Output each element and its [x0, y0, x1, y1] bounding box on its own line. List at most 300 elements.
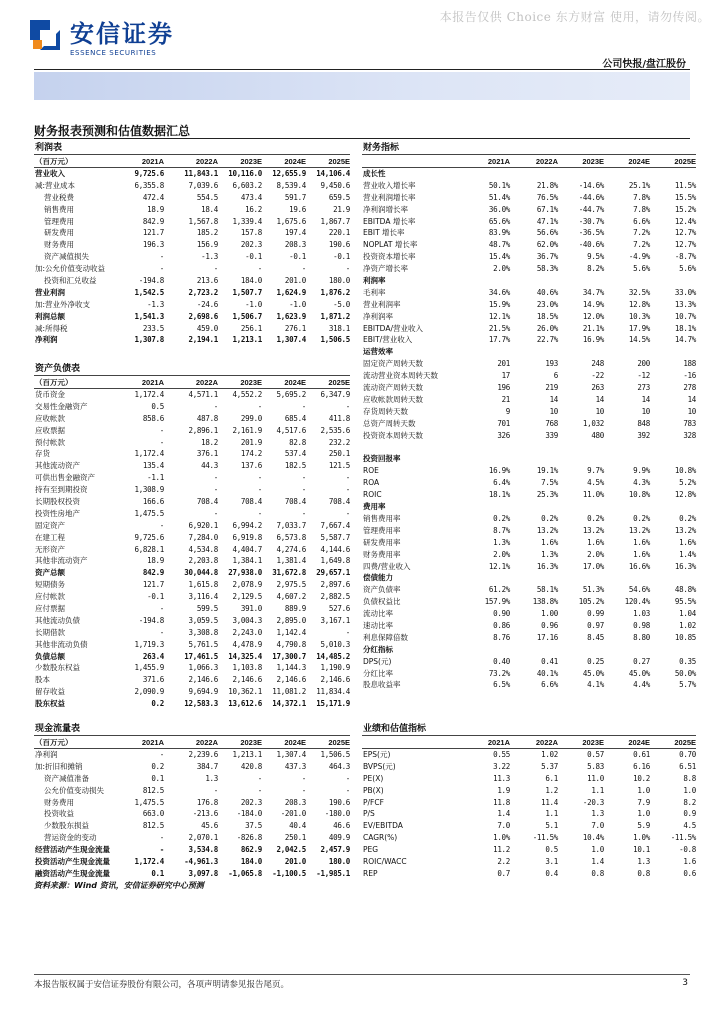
row-value: 9.7% [587, 466, 604, 476]
row-value: 12.7% [674, 240, 696, 250]
table-row [362, 561, 696, 573]
row-value: 7,284.0 [188, 532, 218, 542]
row-label: 利润总额 [35, 311, 65, 321]
row-value: 19.1% [536, 466, 558, 476]
row-value: 5,010.3 [320, 639, 350, 649]
row-label: 投资活动产生现金流量 [35, 857, 110, 867]
row-value: 76.5% [536, 192, 558, 202]
row-label: P/FCF [363, 797, 384, 807]
group-header [362, 501, 696, 513]
row-value: -0.8 [679, 845, 696, 855]
row-value: - [301, 401, 306, 411]
row-value: 184.0 [240, 857, 262, 867]
year-header: 2023E [582, 738, 604, 747]
table-row [34, 299, 350, 311]
table-row [34, 773, 350, 785]
row-value: 16.9% [488, 466, 510, 476]
row-value: 1.04 [679, 609, 696, 619]
row-value: 12.1% [488, 311, 510, 321]
row-value: 11.0 [587, 773, 604, 783]
table-row [362, 180, 696, 192]
row-value: 1,172.4 [134, 449, 164, 459]
table-title: 利润表 [34, 141, 350, 155]
table-title: 资产负债表 [34, 362, 350, 376]
row-value: -14.6% [578, 180, 604, 190]
row-value: 1,867.7 [320, 216, 350, 226]
table-row [34, 204, 350, 216]
row-value: 1.3 [591, 809, 604, 819]
row-value: 45.0% [628, 668, 650, 678]
row-value: 1,475.5 [134, 797, 164, 807]
row-label: 可供出售金融资产 [35, 473, 95, 483]
table-row [34, 686, 350, 698]
row-value: -30.7% [578, 216, 604, 226]
row-label: 营运资金的变动 [44, 833, 97, 843]
row-label: 营业利润增长率 [363, 192, 416, 202]
row-label: NOPLAT 增长率 [363, 240, 418, 250]
row-value: - [345, 264, 350, 274]
row-value: 659.5 [328, 192, 350, 202]
row-value: 10 [687, 406, 696, 416]
row-value: 554.5 [196, 192, 218, 202]
row-value: 0.5 [545, 845, 558, 855]
row-label: EBITDA 增长率 [363, 216, 416, 226]
row-label: 留存收益 [35, 687, 65, 697]
row-value: 420.8 [240, 761, 262, 771]
row-value: -180.0 [324, 809, 350, 819]
row-label: BVPS(元) [363, 761, 396, 771]
row-value: 1.0 [591, 845, 604, 855]
row-label: 无形资产 [35, 544, 65, 554]
row-value: 12.8% [674, 490, 696, 500]
group-label: 偿债能力 [363, 573, 393, 583]
row-value: 250.1 [328, 449, 350, 459]
group-header [362, 275, 696, 287]
header-band [34, 72, 690, 100]
row-value: 3,167.1 [320, 615, 350, 625]
year-header: 2023E [240, 738, 262, 747]
row-value: 0.1 [151, 868, 164, 878]
row-value: 1,308.9 [134, 485, 164, 495]
row-value: 11.3 [493, 773, 510, 783]
row-value: 4.5 [683, 821, 696, 831]
row-label: 营业利润 [35, 287, 65, 297]
column-header-row [34, 376, 350, 389]
year-header: 2023E [240, 157, 262, 166]
row-value: 6.1 [545, 773, 558, 783]
table-row [362, 406, 696, 418]
row-value: 2,698.6 [188, 311, 218, 321]
row-value: 10.4% [582, 833, 604, 843]
table-row [34, 425, 350, 437]
row-value: 1,213.1 [232, 750, 262, 759]
row-value: 1,615.8 [188, 580, 218, 590]
table-row [34, 484, 350, 496]
row-value: 202.3 [240, 240, 262, 250]
table-row [34, 275, 350, 287]
row-value: 10,116.0 [228, 169, 262, 178]
row-value: 1,475.5 [134, 508, 164, 518]
row-value: 7.9 [637, 797, 650, 807]
row-value: 30,044.8 [184, 568, 218, 578]
row-value: 0.2% [541, 513, 558, 523]
row-value: -24.6 [196, 299, 218, 309]
row-value: 15,171.9 [316, 699, 350, 709]
row-value: 12.8% [628, 299, 650, 309]
row-label: 减:所得税 [35, 323, 68, 333]
row-value: 0.40 [493, 656, 510, 666]
year-header: 2024E [628, 738, 650, 747]
row-label: CAGR(%) [363, 833, 398, 843]
row-value: 0.98 [633, 620, 650, 630]
row-value: 14,106.4 [316, 169, 350, 178]
year-header: 2023E [240, 378, 262, 387]
year-header: 2025E [328, 378, 350, 387]
row-label: 预付帐款 [35, 437, 65, 447]
valuation-table [362, 722, 696, 880]
row-value: 0.97 [587, 620, 604, 630]
row-value: 201.0 [284, 276, 306, 286]
row-value: 2,090.9 [134, 687, 164, 697]
row-label: 净利润 [35, 750, 58, 759]
row-value: 0.25 [587, 656, 604, 666]
row-value: -16 [683, 371, 696, 381]
row-value: 1,675.6 [276, 216, 306, 226]
row-value: 21.1% [582, 323, 604, 333]
row-value: 22.7% [536, 335, 558, 345]
row-label: 固定资产 [35, 520, 65, 530]
row-value: 10.3% [628, 311, 650, 321]
row-label: ROA [363, 478, 380, 488]
row-label: 管理费用 [44, 216, 74, 226]
row-value: 2,078.9 [232, 580, 262, 590]
table-row [362, 287, 696, 299]
row-value: 812.5 [142, 785, 164, 795]
table-row [362, 525, 696, 537]
row-value: 7.0 [591, 821, 604, 831]
row-value: 1,307.4 [276, 335, 306, 345]
row-value: 5,761.5 [188, 639, 218, 649]
table-row [362, 656, 696, 668]
row-value: 7.8% [633, 192, 650, 202]
row-label: 应收票据 [35, 425, 65, 435]
row-value: 326 [497, 430, 510, 440]
row-value: 6.5% [493, 680, 510, 690]
row-value: 17.9% [628, 323, 650, 333]
row-value: 67.1% [536, 204, 558, 214]
row-value: 464.3 [328, 761, 350, 771]
row-value: 1.6% [587, 537, 604, 547]
year-header: 2021A [487, 738, 510, 747]
row-value: 1,649.8 [320, 556, 350, 566]
row-value: 473.4 [240, 192, 262, 202]
row-label: DPS(元) [363, 656, 392, 666]
row-value: 7,039.6 [188, 180, 218, 190]
table-row [34, 749, 350, 761]
row-value: 13.2% [628, 525, 650, 535]
header-divider [34, 69, 690, 70]
row-value: 1.6% [541, 537, 558, 547]
row-value: 27,938.0 [228, 568, 262, 578]
row-value: 40.1% [536, 668, 558, 678]
row-label: 研发费用 [44, 228, 74, 238]
table-row [362, 797, 696, 809]
row-value: 0.35 [679, 656, 696, 666]
row-label: 流动比率 [363, 609, 393, 619]
row-value: 121.7 [142, 580, 164, 590]
row-value: 1.6% [679, 537, 696, 547]
row-value: 4.1% [587, 680, 604, 690]
row-value: 45.0% [582, 668, 604, 678]
row-value: 11.5% [674, 180, 696, 190]
row-value: 48.7% [488, 240, 510, 250]
row-value: 14 [549, 394, 558, 404]
row-value: - [345, 785, 350, 795]
row-value: 18.9 [147, 204, 164, 214]
row-value: 12.7% [674, 228, 696, 238]
row-value: -194.8 [138, 615, 164, 625]
year-header: 2025E [328, 738, 350, 747]
row-value: 0.55 [493, 750, 510, 759]
row-value: 2.2 [497, 857, 510, 867]
row-value: 7,667.4 [320, 520, 350, 530]
row-value: 34.7% [582, 287, 604, 297]
row-value: - [345, 401, 350, 411]
row-value: - [159, 750, 164, 759]
row-label: 四费/营业收入 [363, 561, 411, 571]
table-row [362, 204, 696, 216]
income-statement-table [34, 141, 350, 346]
row-value: 14,485.2 [316, 651, 350, 661]
row-value: 105.2% [578, 597, 604, 607]
row-value: 14,372.1 [272, 699, 306, 709]
table-row [362, 216, 696, 228]
row-value: 29,657.1 [316, 568, 350, 578]
row-value: - [159, 520, 164, 530]
row-label: 营业收入增长率 [363, 180, 416, 190]
table-row [34, 555, 350, 567]
row-value: 58.1% [536, 585, 558, 595]
row-value: 1,103.8 [232, 663, 262, 673]
row-value: 3,308.8 [188, 627, 218, 637]
row-value: 200 [637, 359, 650, 369]
row-value: 61.2% [488, 585, 510, 595]
row-value: 409.9 [328, 833, 350, 843]
row-value: -1.0 [289, 299, 306, 309]
row-value: 174.2 [240, 449, 262, 459]
row-value: 9.5% [587, 252, 604, 262]
row-value: 3,097.8 [188, 868, 218, 878]
row-value: 201.9 [240, 437, 262, 447]
table-row [34, 808, 350, 820]
row-value: 1.0% [493, 833, 510, 843]
row-value: 18.1% [488, 490, 510, 500]
row-value: 1.2 [545, 785, 558, 795]
row-value: 9,725.6 [134, 532, 164, 542]
row-value: 7,033.7 [276, 520, 306, 530]
row-value: 1.3 [637, 857, 650, 867]
table-row [362, 227, 696, 239]
row-value: 5.83 [587, 761, 604, 771]
table-row [362, 192, 696, 204]
row-label: 流动资产周转天数 [363, 383, 423, 393]
row-value: -4,961.3 [184, 857, 218, 867]
row-value: 318.1 [328, 323, 350, 333]
row-value: 6,347.9 [320, 390, 350, 399]
row-value: 11.4 [541, 797, 558, 807]
row-value: 537.4 [284, 449, 306, 459]
row-value: 437.3 [284, 761, 306, 771]
row-value: 2,129.5 [232, 592, 262, 602]
row-value: -1,985.1 [316, 868, 350, 878]
row-value: 6.51 [679, 761, 696, 771]
row-value: 480 [591, 430, 604, 440]
table-row [362, 394, 696, 406]
table-row [362, 537, 696, 549]
row-value: 44.3 [201, 461, 218, 471]
row-value: 842.9 [142, 216, 164, 226]
row-value: 17.0% [582, 561, 604, 571]
table-row [362, 382, 696, 394]
row-value: 1,876.2 [320, 287, 350, 297]
row-value: 0.8 [591, 868, 604, 878]
table-row [34, 785, 350, 797]
row-value: 1,190.9 [320, 663, 350, 673]
row-label: 投资资本周转天数 [363, 430, 423, 440]
row-value: - [345, 473, 350, 483]
row-value: -1.3 [147, 299, 164, 309]
row-value: 50.1% [488, 180, 510, 190]
row-value: 202.3 [240, 797, 262, 807]
row-value: 11.8 [493, 797, 510, 807]
group-label: 费用率 [363, 502, 386, 512]
row-value: 273 [637, 383, 650, 393]
table-row [362, 370, 696, 382]
row-value: 51.4% [488, 192, 510, 202]
row-label: 货币资金 [35, 390, 65, 399]
row-value: 1,506.5 [320, 335, 350, 345]
row-value: 15.5% [674, 192, 696, 202]
row-value: 1,506.5 [320, 750, 350, 759]
row-value: 0.9 [683, 809, 696, 819]
row-value: 0.99 [587, 609, 604, 619]
table-row [362, 334, 696, 346]
row-value: 14.9% [582, 299, 604, 309]
row-value: 40.6% [536, 287, 558, 297]
row-label: 净利润率 [363, 311, 393, 321]
row-value: 34.6% [488, 287, 510, 297]
row-label: 资产减值准备 [44, 773, 89, 783]
row-label: 净资产增长率 [363, 264, 408, 274]
group-label: 投资回报率 [363, 454, 401, 464]
row-value: 4.4% [633, 680, 650, 690]
row-value: 8.8 [683, 773, 696, 783]
row-value: 2.0% [493, 264, 510, 274]
row-value: - [213, 508, 218, 518]
table-row [362, 430, 696, 442]
row-value: 2,070.1 [188, 833, 218, 843]
row-value: 10.2 [633, 773, 650, 783]
row-value: 6,920.1 [188, 520, 218, 530]
row-value: 157.8 [240, 228, 262, 238]
table-row [34, 389, 350, 401]
row-value: 8.80 [633, 632, 650, 642]
row-value: - [301, 773, 306, 783]
table-row [34, 761, 350, 773]
row-value: 2,882.5 [320, 592, 350, 602]
row-label: 负债权益比 [363, 597, 401, 607]
row-value: 0.5 [151, 401, 164, 411]
row-value: 37.5 [245, 821, 262, 831]
table-row [362, 844, 696, 856]
group-label: 分红指标 [363, 644, 393, 654]
table-row [34, 820, 350, 832]
row-label: 长期股权投资 [35, 497, 80, 507]
row-value: 17 [501, 371, 510, 381]
row-value: 1,144.3 [276, 663, 306, 673]
row-label: 其他流动资产 [35, 461, 80, 471]
row-label: 销售费用 [44, 204, 74, 214]
table-row [362, 785, 696, 797]
row-value: 208.3 [284, 797, 306, 807]
row-value: 219 [545, 383, 558, 393]
table-row [362, 679, 696, 691]
row-value: 120.4% [624, 597, 650, 607]
row-value: -1.0 [245, 299, 262, 309]
row-value: - [257, 785, 262, 795]
row-value: 13.3% [674, 299, 696, 309]
row-label: ROIC/WACC [363, 857, 407, 867]
row-label: 交易性金融资产 [35, 401, 88, 411]
table-row [34, 192, 350, 204]
year-header: 2024E [284, 738, 306, 747]
group-header [362, 572, 696, 584]
row-value: 2,457.9 [320, 845, 350, 855]
table-row [34, 651, 350, 663]
row-value: 6,919.8 [232, 532, 262, 542]
column-header-row [34, 736, 350, 749]
row-value: 5,695.2 [276, 390, 306, 399]
row-label: 加:折旧和摊销 [35, 761, 83, 771]
row-value: 138.8% [532, 597, 558, 607]
table-row [34, 520, 350, 532]
row-value: 14.5% [628, 335, 650, 345]
unit-label: （百万元） [35, 378, 73, 387]
row-value: 0.2% [493, 513, 510, 523]
row-value: 32.5% [628, 287, 650, 297]
row-value: 0.2 [151, 699, 164, 709]
row-value: 0.27 [633, 656, 650, 666]
row-value: 8.7% [493, 525, 510, 535]
row-value: 31,672.8 [272, 568, 306, 578]
table-row [362, 749, 696, 761]
row-value: 0.90 [493, 609, 510, 619]
row-value: 21.8% [536, 180, 558, 190]
table-row [34, 544, 350, 556]
row-label: 股本 [35, 675, 50, 685]
row-value: 2,975.5 [276, 580, 306, 590]
row-value: 197.4 [284, 228, 306, 238]
row-value: 0.41 [541, 656, 558, 666]
row-value: 196.3 [142, 240, 164, 250]
row-value: 50.0% [674, 668, 696, 678]
row-value: - [345, 485, 350, 495]
row-value: 51.3% [582, 585, 604, 595]
row-value: - [257, 773, 262, 783]
row-label: ROIC [363, 490, 382, 500]
table-row [34, 227, 350, 239]
table-row [34, 856, 350, 868]
